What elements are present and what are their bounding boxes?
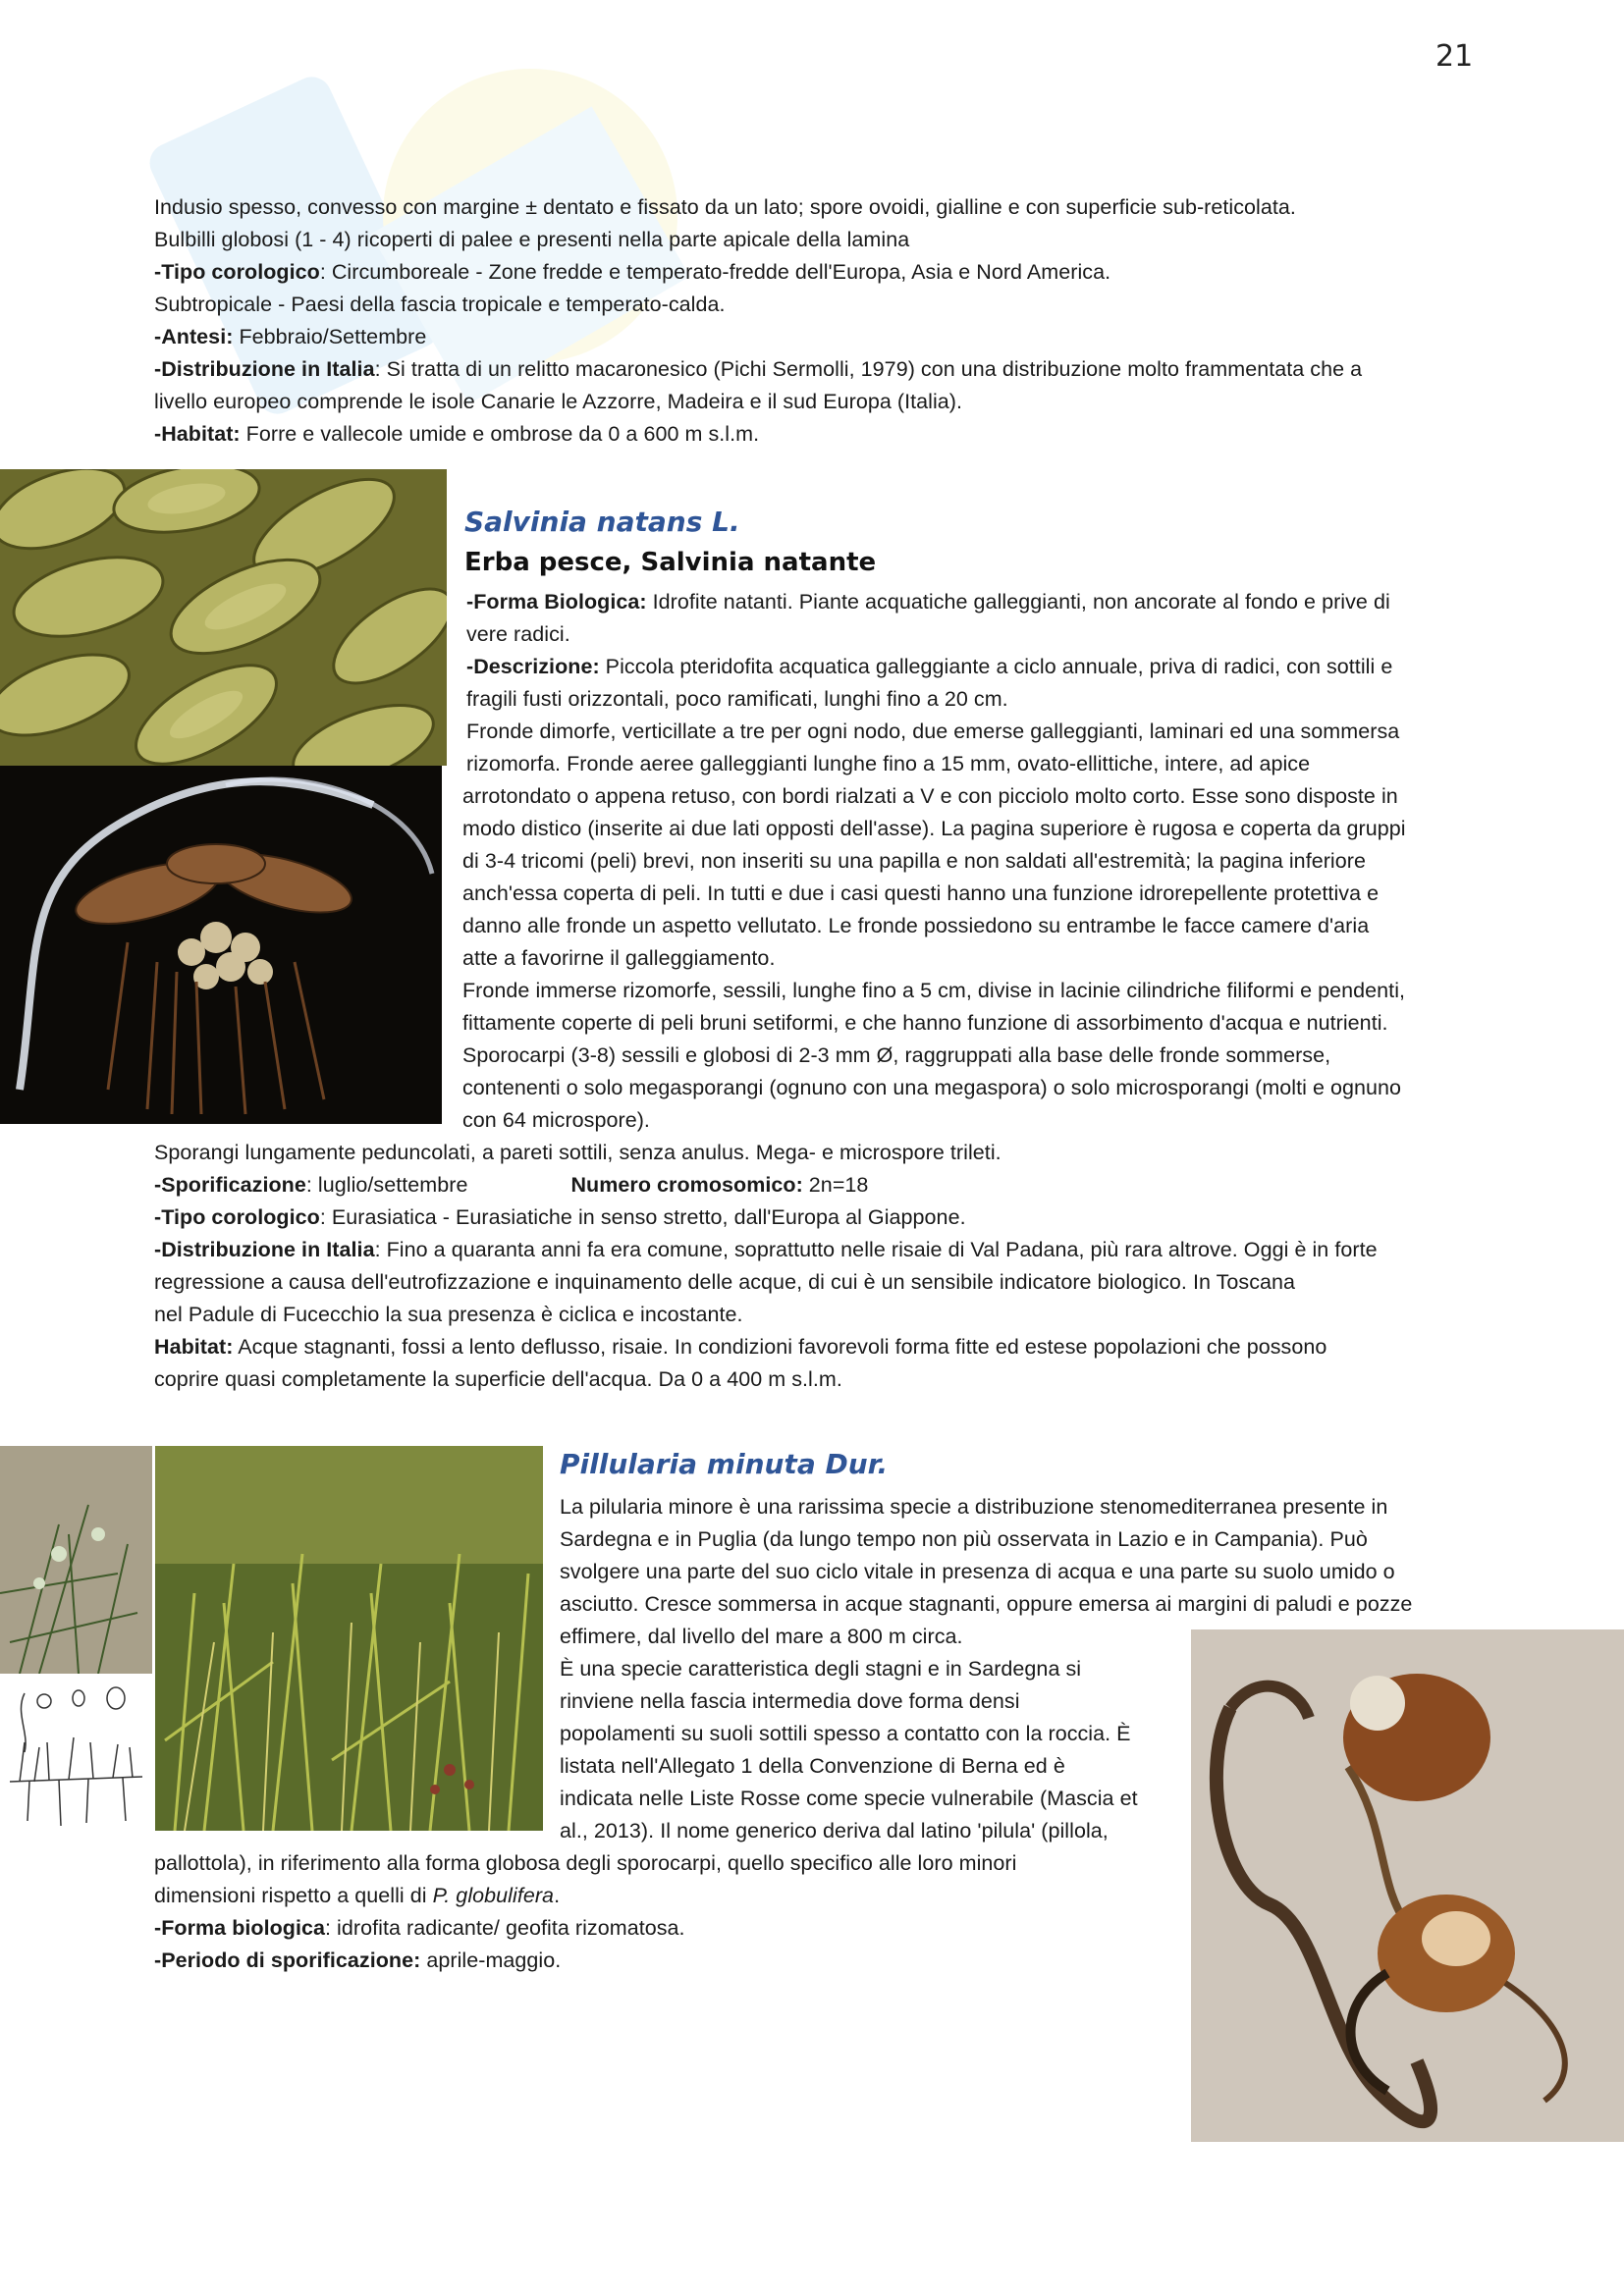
- pillularia-description-narrow: È una specie caratteristica degli stagni e in Sardegna si rinviene nella fascia intermedia dove forma densi popolamenti su suoli sottili spesso a contatto con la roccia. È listata nell'Allegato 1 della Convenzione di Berna ed è indicata nelle Liste Rosse come specie vulnerabile (Mascia et al., 2013). Il nome generico deriva dal latino 'pilula' (pillola,: [560, 1657, 1138, 1842]
- pillularia-grass-photo: [155, 1446, 543, 1831]
- intro-habitat: -Habitat: Forre e vallecole umide e ombrose da 0 a 600 m s.l.m.: [154, 422, 760, 446]
- intro-distribuzione: -Distribuzione in Italia: Si tratta di un relitto macaronesico (Pichi Sermolli, 1979) con una distribuzione molto frammentata che a: [154, 357, 1363, 381]
- common-name: Erba pesce, Salvinia natante: [464, 548, 877, 577]
- intro-tipo: -Tipo corologico: Circumboreale - Zone fredde e temperato-fredde dell'Europa, Asia e Nord America.: [154, 260, 1111, 284]
- intro-antesi: -Antesi: Febbraio/Settembre: [154, 325, 427, 348]
- salvinia-heading: [464, 506, 1486, 577]
- salvinia-description-top: -Forma Biologica: Idrofite natanti. Piante acquatiche galleggianti, non ancorate al fondo e prive di vere radici. -Descrizione: Piccola pteridofita acquatica galleggiante a ciclo annuale, priva di radici, con sottili e fragili fusti orizzontali, poco ramificati, lunghi fino a 20 cm. Fronde dimorfe, verticillate a tre per ogni nodo, due emerse galleggianti, laminari ed una sommersa rizomorfa. Fronde aeree galleggianti lunghe fino a 15 mm, ovato-ellittiche, intere, ad apice: [466, 590, 1400, 775]
- pillularia-description-wide: La pilularia minore è una rarissima specie a distribuzione stenomediterranea presente in Sardegna e in Puglia (da lungo tempo non più osservata in Lazio e in Campania). Può svolgere una parte del suo ciclo vitale in presenza di acqua e una parte su suolo umido o asciutto. Cresce sommersa in acque stagnanti, oppure emersa ai margini di paludi e pozze effimere, dal livello del mare a 800 m circa.: [560, 1495, 1413, 1648]
- pillularia-water-photo: [0, 1446, 152, 1674]
- salvinia-roots-photo: [0, 766, 442, 1124]
- salvinia-description-bottom: arrotondato o appena retuso, con bordi rialzati a V e con picciolo molto corto. Esse sono disposte in modo distico (inserite ai due lati opposti dell'asse). La pagina superiore è rugosa e coperta da gruppi di 3-4 tricomi (peli) brevi, non inseriti su una papilla e non saldati all'estremità; la pagina inferiore anch'essa coperta di peli. In tutti e due i casi questi hanno una funzione idrorepellente protettiva e danno alle fronde un aspetto vellutato. Le fronde possiedono su entrambe le facce camere d'aria atte a favorirne il galleggiamento. Fronde immerse rizomorfe, sessili, lunghe fino a 5 cm, divise in lacinie cilindriche filiformi e pendenti, fittamente coperte di peli bruni setiformi, e che hanno funzione di assorbimento d'acqua e nutrienti. Sporocarpi (3-8) sessili e globosi di 2-3 mm Ø, raggruppati alla base delle fronde sommerse, contenenti o solo megasporangi (ognuno con una megaspora) o solo microsporangi (molti e ognuno con 64 microspore).: [462, 784, 1406, 1132]
- pillularia-heading: [560, 1448, 888, 1480]
- intro-line: Subtropicale - Paesi della fascia tropicale e temperato-calda.: [154, 293, 726, 316]
- pillularia-drawing: [0, 1674, 152, 1836]
- pillularia-details: pallottola), in riferimento alla forma globosa degli sporocarpi, quello specifico alle loro minori dimensioni rispetto a quelli di P. globulifera. -Forma biologica: idrofita radicante/ geofita rizomatosa. -Periodo di sporificazione: aprile-maggio.: [154, 1851, 1017, 1972]
- salvinia-leaves-photo: [0, 469, 447, 766]
- page-number: 21: [1435, 39, 1474, 74]
- pillularia-sporocarp-photo: [1191, 1629, 1624, 2142]
- species-title: Pillularia minuta Dur.: [560, 1448, 889, 1480]
- intro-section: [154, 191, 1489, 451]
- intro-line: Indusio spesso, convesso con margine ± dentato e fissato da un lato; spore ovoidi, gialline e con superficie sub-reticolata.: [154, 195, 1296, 219]
- intro-line: Bulbilli globosi (1 - 4) ricoperti di palee e presenti nella parte apicale della lamina: [154, 228, 910, 251]
- intro-line: livello europeo comprende le isole Canarie le Azzorre, Madeira e il sud Europa (Italia).: [154, 390, 963, 413]
- salvinia-details: Sporangi lungamente peduncolati, a pareti sottili, senza anulus. Mega- e microspore trileti. -Sporificazione: luglio/settembre Numero cromosomico: 2n=18 -Tipo corologico: Eurasiatica - Eurasiatiche in senso stretto, dall'Europa al Giappone. -Distribuzione in Italia: Fino a quaranta anni fa era comune, soprattutto nelle risaie di Val Padana, più rara altrove. Oggi è in forte regressione a causa dell'eutrofizzazione e inquinamento delle acque, di cui è un sensibile indicatore biologico. In Toscana nel Padule di Fucecchio la sua presenza è ciclica e incostante. Habitat: Acque stagnanti, fossi a lento deflusso, risaie. In condizioni favorevoli forma fitte ed estese popolazioni che possono coprire quasi completamente la superficie dell'acqua. Da 0 a 400 m s.l.m.: [154, 1141, 1378, 1391]
- species-title: Salvinia natans L.: [464, 506, 740, 538]
